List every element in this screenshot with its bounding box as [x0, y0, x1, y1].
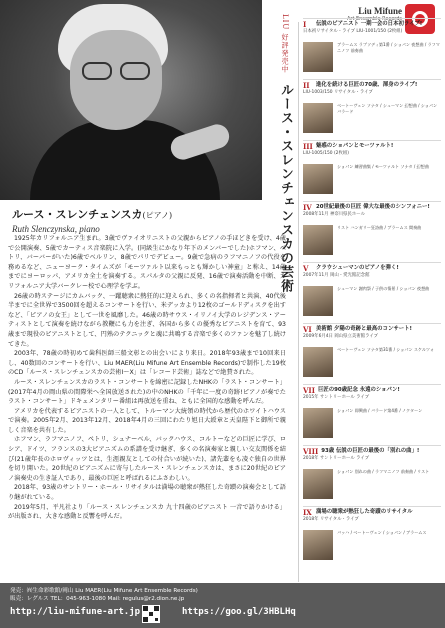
album-meta: 2009年6月4日 岡山県立美術館ライブ [303, 334, 378, 339]
album-tracks: ショパン 練習曲集 / モーツァルト ソナタ / 幻想曲 [337, 164, 429, 169]
album-title: クラウシューマンのピアノを弾く! [316, 265, 399, 271]
album-title: 美術館 夕陽の奇跡と最高のコンサート! [316, 326, 412, 332]
album-item: VI 美術館 夕陽の奇跡と最高のコンサート! 2009年6月4日 岡山県立美術館ライブ ベートーヴェン ソナタ第31番 / ショパン スケルツォ [303, 323, 441, 382]
album-tracks: リスト ハンガリー狂詩曲 / ブラームス 間奏曲 [337, 225, 422, 230]
distributor-line: 販売：レグルス TEL：045-963-1080 Mail: regulus@r2.dion.ne.jp [10, 596, 185, 602]
album-meta: LIU-1005/150 (2枚組) [303, 151, 349, 156]
album-item: IX 満場の聴衆が熱狂した奇蹟のリサイタル 2018年 リサイタル・ライブ バッハ / ベートーヴェン / ショパン / ブラームス [303, 506, 441, 565]
footer [0, 583, 445, 628]
bio-paragraph: 26歳の時ステージにカムバック、一躍聴衆に熱狂的に迎えられ、多くの名指揮者と共演、40代後半までに全世界で3500回を超えるコンサートを行い、米デッカより12枚のゴールドディスクを出すなど、「ピアノの女王」として一世を風靡した。46歳の時サウス・イリノイ大学のレジデンス・アーティストとして演奏を続けながら教鞭にも力を注ぎ、各国から多くの優秀なピアニストを育て、93歳まで現役のピアニストとして、円熟のテクニックと魂に共鳴する音楽で多くのファンを魅了し続けてきた。 [8, 292, 286, 348]
bio-paragraph: 2003年、78歳の時初めて歯科医師三船文彰との出会いにより来日。2018年93歳まで10回来日し、40数回のコンサートを行い、Liu MAER(Liu Mifune Art Ensemble Records)で制作した19枚のCD「ルース・スレンチェンスカの芸術I〜X」は「レコード芸術」誌などで絶賛された。 [8, 350, 286, 377]
album-title: 魅惑のショパンとモーツァルト! [316, 143, 394, 149]
album-title: 伝説のピアニスト 一期一会の日本初ライブ! [316, 21, 423, 27]
album-title: 巨匠の90歳記念 永遠のショパン! [317, 387, 400, 393]
album-tracks: ショパン 別れの曲 / ラフマニノフ 前奏曲 / リスト [337, 469, 430, 474]
album-meta: 2015年 サントリーホール ライブ [303, 395, 370, 400]
biography [8, 234, 286, 522]
album-cover [303, 286, 333, 316]
album-cover [303, 103, 333, 133]
bio-paragraph: ルース・スレンチェンスカのラスト・コンサートを綿密に記録したNHKの「ラスト・コンサート」(2017年4月の岡山県の間際栄へ全国放送された)の中のNHKの「千年に一度の奇跡!ピアノが奏でたラスト・コンサート」ドキュメンタリー番組は再放送を重ね、ともに全国的な感動を呼んだ。 [8, 378, 287, 406]
album-meta: 2008年11月 神奈川県民ホール [303, 212, 365, 217]
vertical-title-tag: LIU 好評発売中 [281, 14, 289, 74]
album-meta: 日本初リサイタル・ライブ LIU-1001/150 (2枚組) [303, 29, 403, 34]
album-item: III 魅惑のショパンとモーツァルト! LIU-1005/150 (2枚組) ショパン 練習曲集 / モーツァルト ソナタ / 幻想曲 [303, 140, 441, 199]
bio-paragraph: 1925年カリフォルニア生まれ。3歳でヴァイオリニストの父親からピアノの手ほどきを受け、4歳で公開演奏、5歳でカーティス音楽院に入学。(同級生にかなり年下のメンバーでした)ホフマン、ペトリ、バーバーがいた)6歳でベルリン、8歳でパリでデビュー。9歳で急病のラフマニノフの代役を務めるなど、ニューヨーク・タイムズが「モーツァルト以来もっとも輝かしい神童」と称え、14歳までにヨーロッパ、アメリカ全土を演奏する。スパルタの父親に反発、16歳で演奏活動を中断、カリフォルニア大学バークレー校で心理学を学ぶ。 [8, 235, 286, 290]
qr-code-icon[interactable] [142, 605, 160, 623]
album-title: 満場の聴衆が熱狂した奇蹟のリサイタル [316, 509, 413, 515]
artist-name-en: Ruth Slenczynska, piano [12, 224, 100, 234]
album-list [303, 18, 441, 567]
bio-paragraph: 2018年、93歳のサントリー・ホール・リサイタルは満場の聴衆が熱狂した奇蹟の演奏会として語り継がれている。 [8, 484, 286, 502]
short-link[interactable]: https://goo.gl/3HBLHq [182, 607, 296, 617]
album-tracks: ショパン 即興曲 / バラード第4番 / ノクターン [337, 408, 423, 413]
album-item: II 進化を続ける巨匠の70歳、渾身のライブ! LIU-1003/150 リサイタル・ライブ ベートーヴェン ソナタ / シューマン 幻想曲 / ショパン バラード [303, 79, 441, 138]
album-tracks: バッハ / ベートーヴェン / ショパン / ブラームス [337, 530, 427, 535]
album-tracks: ベートーヴェン ソナタ / シューマン 幻想曲 / ショパン バラード [337, 103, 438, 114]
bio-paragraph: アメリカを代表するピアニストの一人として、トルーマン大統領の時代から歴代のホワイトハウスで演奏。2005年2月、2013年12月、2018年4月の三回にわたり旭日大綬章と天皇陛下と御所で親しく音楽を共有した。 [8, 407, 286, 434]
album-meta: 2018年 サントリーホール ライブ [303, 456, 370, 461]
album-item: VIII 93歳 伝説の巨匠の最後の「別れの曲」! 2018年 サントリーホール ライブ ショパン 別れの曲 / ラフマニノフ 前奏曲 / リスト [303, 445, 441, 504]
bio-paragraph: ホフマン、ラフマニノフ、ペトリ、シュナーベル、バックハウス、コルトーなどの巨匠に学び、ロシア、ドイツ、フランスの3大ピアニズムの系譜を受け継ぎ、多くの名演奏家と親しい交友関係を結び(21歳年長のホロヴィッツとは、生涯親友としての付合いが続いた)、諸先輩をも凌ぐ独自の世界を切り開いた。20世紀のピアニズムに寄与したルース・スレンチェンスカは、まさに20世紀のピアノ演奏史の生き証人であり、最後の巨匠と呼ばれるにふさわしい。 [8, 436, 286, 482]
artist-name-block [12, 206, 282, 234]
album-cover [303, 347, 333, 377]
album-cover [303, 408, 333, 438]
album-tracks: シューマン 謝肉祭 / 子供の情景 / ショパン 夜想曲 [337, 286, 430, 291]
album-cover [303, 225, 333, 255]
album-cover [303, 42, 333, 72]
vertical-title-text: ルース・スレンチェンスカの芸術 [278, 83, 293, 294]
album-item: V クラウシューマンのピアノを弾く! 2007年11月 岡山・愛光館記念館 シューマン 謝肉祭 / 子供の情景 / ショパン 夜想曲 [303, 262, 441, 321]
brand-sub: Art Ensemble Records [346, 16, 402, 22]
album-cover [303, 530, 333, 560]
album-meta: 2018年 リサイタル・ライブ [303, 517, 359, 522]
album-tracks: ベートーヴェン ソナタ第31番 / ショパン スケルツォ [337, 347, 434, 352]
divider [298, 22, 299, 582]
publisher-line: 発売：㈲生命彩歌館/岡山 Liu MAER(Liu Mifune Art Ensemble Records) [10, 588, 198, 594]
brand-name: Liu Mifune [358, 6, 402, 16]
website-link[interactable]: http://liu-mifune-art.jp [10, 607, 141, 617]
album-title: 93歳 伝説の巨匠の最後の「別れの曲」! [321, 448, 420, 454]
album-title: 進化を続ける巨匠の70歳、渾身のライブ! [316, 82, 418, 88]
album-meta: LIU-1003/150 リサイタル・ライブ [303, 90, 373, 95]
album-item: VII 巨匠の90歳記念 永遠のショパン! 2015年 サントリーホール ライブ ショパン 即興曲 / バラード第4番 / ノクターン [303, 384, 441, 443]
album-item: IV 20世紀最後の巨匠 偉大な最後のシンフォニー! 2008年11月 神奈川県民ホール リスト ハンガリー狂詩曲 / ブラームス 間奏曲 [303, 201, 441, 260]
bio-paragraph: 2019年5月、平凡社より「ルース・スレンチェンスカ 九十四歳のピアニスト 一音で語りかける」が出版され、大きな感動と反響を呼んだ。 [8, 503, 286, 521]
album-tracks: ブラームス ラプソディ第1番 / ショパン 夜想曲 / ラフマニノフ 前奏曲 [337, 42, 440, 53]
album-cover [303, 469, 333, 499]
album-title: 20世紀最後の巨匠 偉大な最後のシンフォニー! [316, 204, 430, 210]
album-cover [303, 164, 333, 194]
artist-name-jp: ルース・スレンチェンスカ(ピアノ) [12, 208, 173, 221]
album-meta: 2007年11月 岡山・愛光館記念館 [303, 273, 370, 278]
artist-photo [0, 0, 262, 200]
album-item: I 伝説のピアニスト 一期一会の日本初ライブ! 日本初リサイタル・ライブ LIU-1001/150 (2枚組) ブラームス ラプソディ第1番 / ショパン 夜想曲 / ラフマニノフ 前奏曲 [303, 18, 441, 77]
